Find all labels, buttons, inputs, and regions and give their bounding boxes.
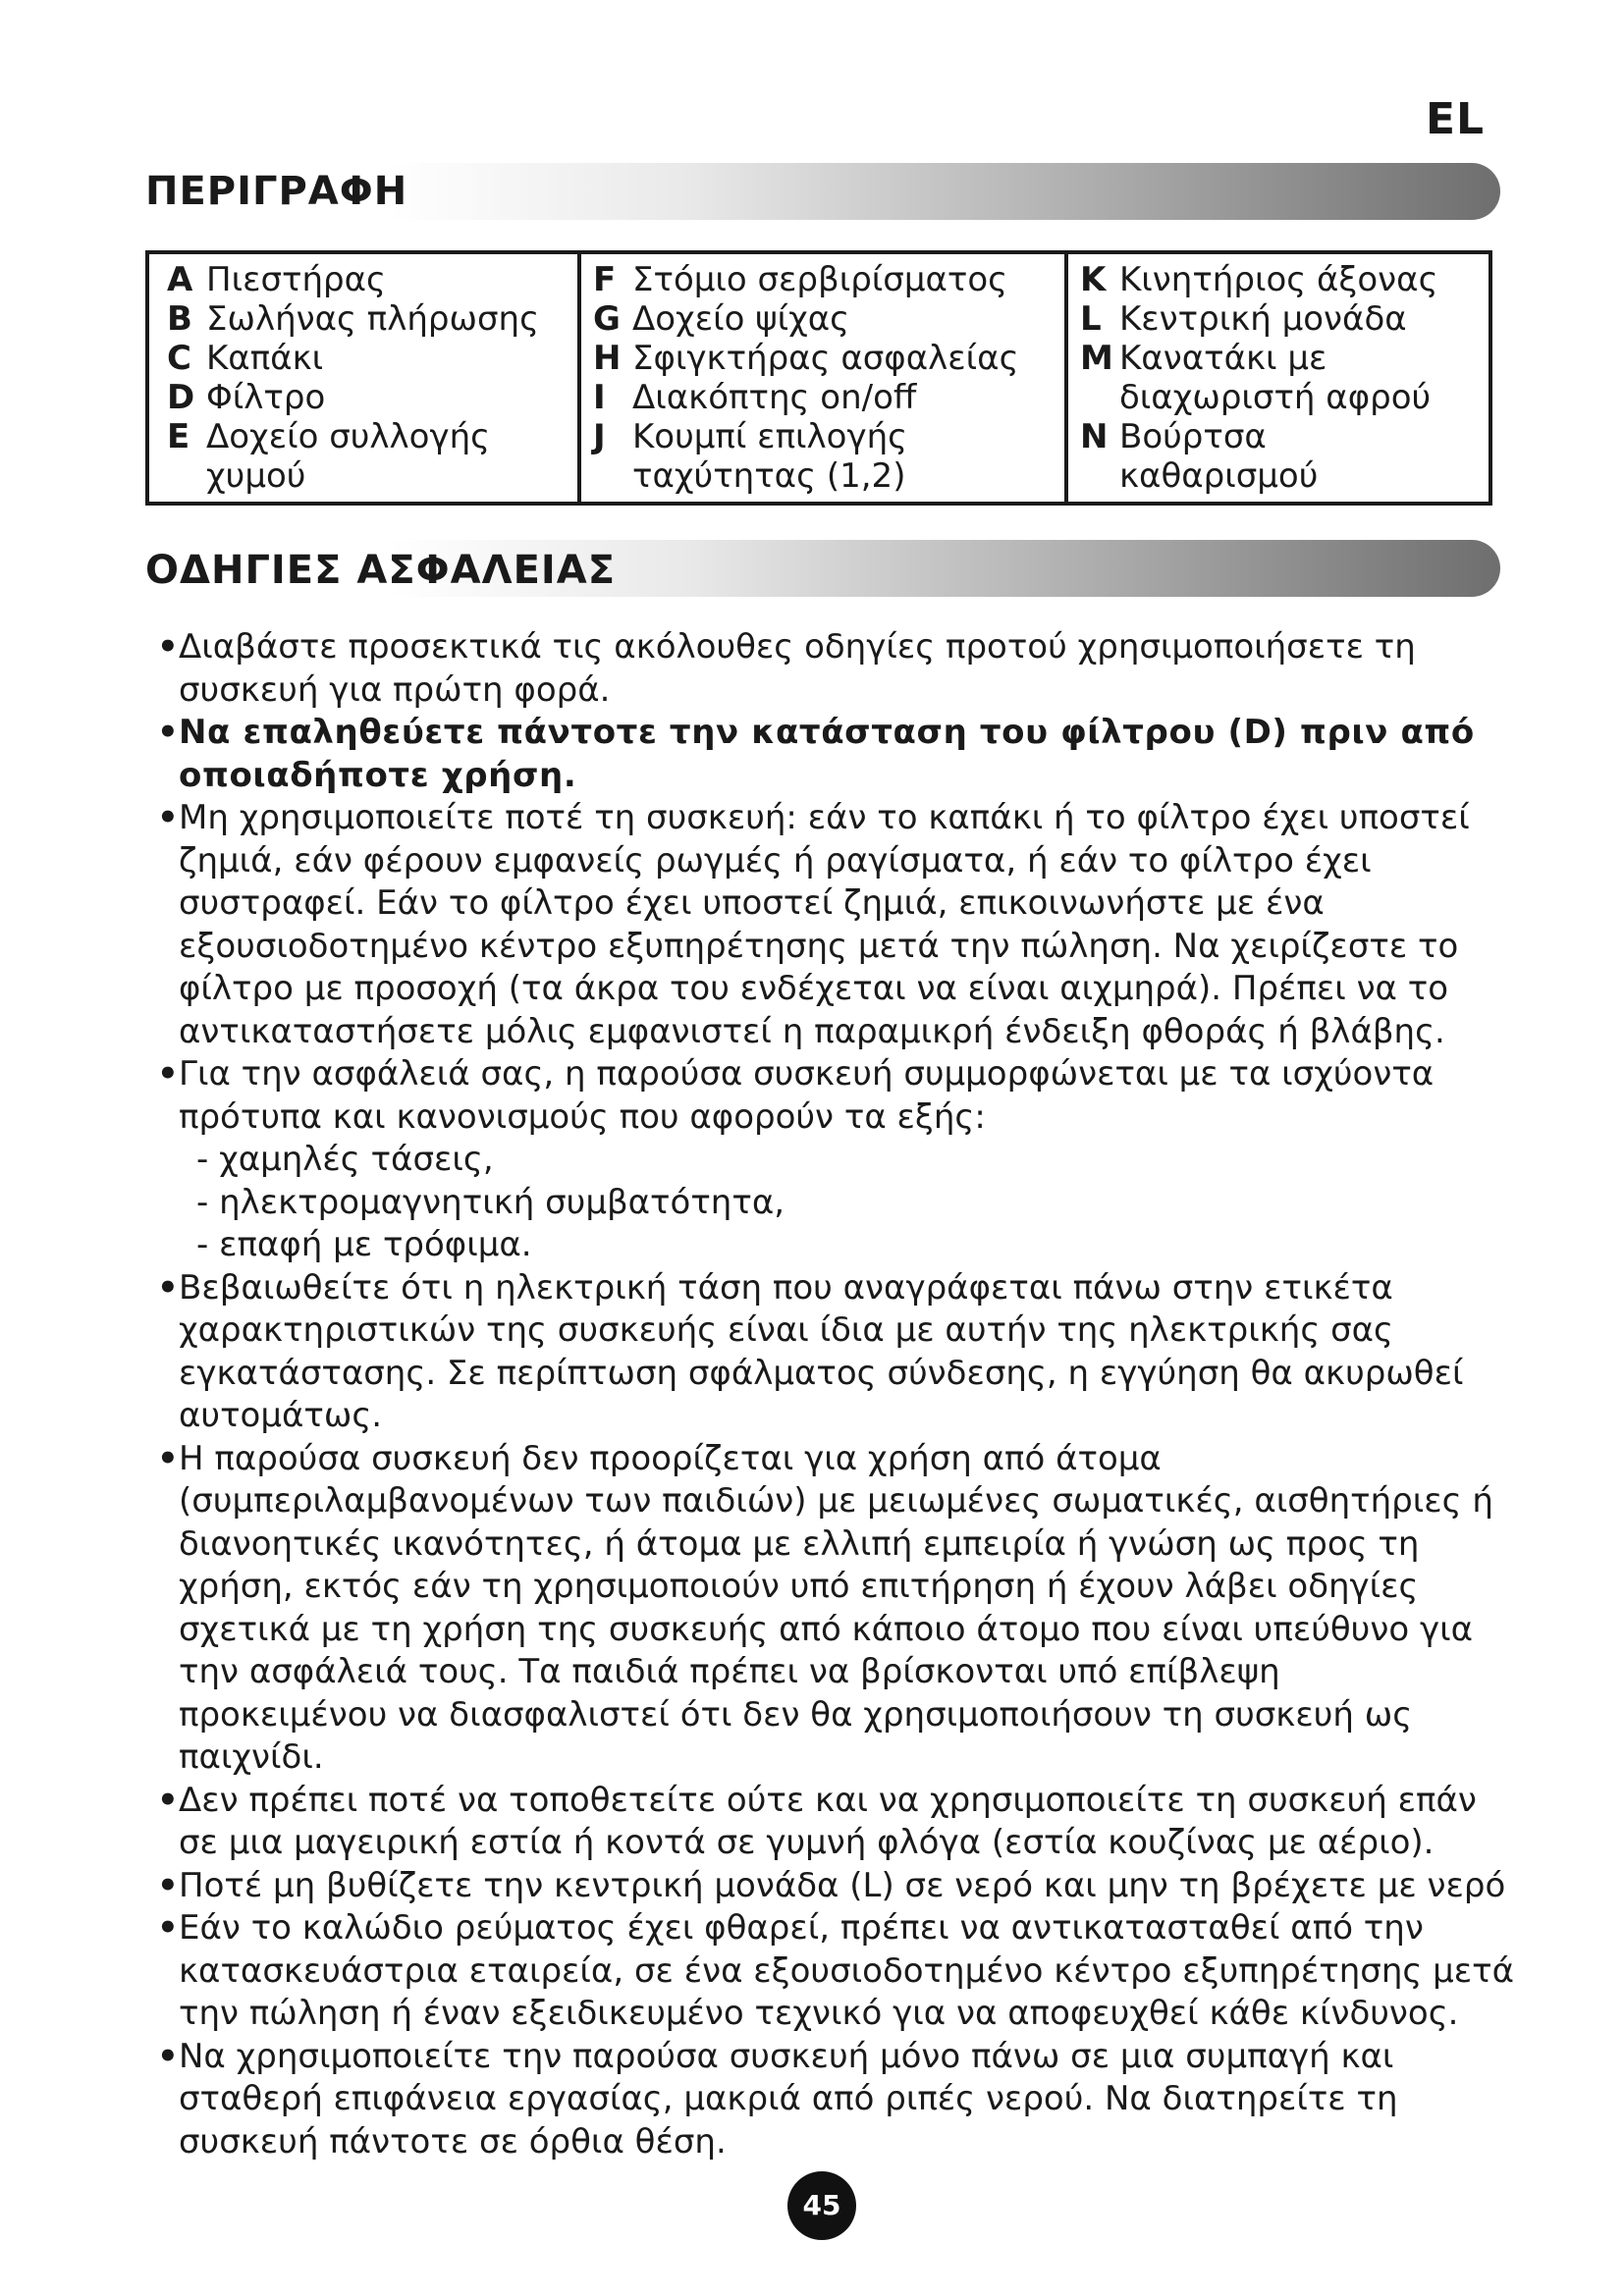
list-item bbox=[157, 712, 1591, 797]
part-item bbox=[1080, 417, 1489, 496]
list-item bbox=[157, 1438, 1591, 1780]
bullet-icon: • bbox=[157, 1865, 179, 1905]
part-item bbox=[1080, 299, 1489, 339]
part-letter: B bbox=[167, 299, 192, 339]
part-letter: D bbox=[167, 378, 195, 417]
list-item-text: Για την ασφάλειά σας, η παρούσα συσκευή συμμορφώνεται με τα ισχύοντα πρότυπα και κανονισμούς που αφορούν τα εξής: bbox=[179, 1054, 1435, 1137]
list-item-text: Να χρησιμοποιείτε την παρούσα συσκευή μόνο πάνω σε μια συμπαγή και σταθερή επιφάνεια εργασίας, μακριά από ριπές νερού. Να διατηρείτε τη συσκευή πάντοτε σε όρθια θέση. bbox=[179, 2036, 1398, 2162]
part-item bbox=[1080, 339, 1489, 417]
list-item-text: Μη χρησιμοποιείτε ποτέ τη συσκευή: εάν το καπάκι ή το φίλτρο έχει υποστεί ζημιά, εάν φέρουν εμφανείς ρωγμές ή ραγίσματα, ή εάν το φίλτρο έχει συστραφεί. Εάν το φίλτρο έχει υποστεί ζημιά, επικοινωνήστε με ένα εξουσιοδοτημένο κέντρο εξυπηρέτησης μετά την πώληση. Να χειρίζεστε το φίλτρο με προσοχή (τα άκρα του ενδέχεται να είναι αιχμηρά). Πρέπει να το αντικαταστήσετε μόλις εμφανιστεί η παραμικρή ένδειξη φθοράς ή βλάβης. bbox=[179, 798, 1470, 1051]
part-name: Διακόπτης on/off bbox=[632, 378, 917, 417]
part-letter: J bbox=[593, 417, 606, 456]
list-item bbox=[157, 2036, 1591, 2164]
sub-list-item: - χαμηλές τάσεις, bbox=[196, 1140, 494, 1179]
part-name: Κανατάκι με διαχωριστή αφρού bbox=[1119, 339, 1432, 417]
bullet-icon: • bbox=[157, 2036, 179, 2076]
part-item bbox=[593, 417, 1064, 496]
list-item bbox=[157, 1907, 1591, 2036]
list-item-text: Η παρούσα συσκευή δεν προορίζεται για χρήση από άτομα (συμπεριλαμβανομένων των παιδιών) με μειωμένες σωματικές, αισθητήριες ή διανοητικές ικανότητες, ή άτομα με ελλιπή εμπειρία ή γνώση ως προς τη χρήση, εκτός εάν τη χρησιμοποιούν υπό επιτήρηση ή έχουν λάβει οδηγίες σχετικά με τη χρήση της συσκευής από κάποιο άτομο που είναι υπεύθυνο για την ασφάλειά τους. Τα παιδιά πρέπει να βρίσκονται υπό επίβλεψη προκειμένου να διασφαλιστεί ότι δεν θα χρησιμοποιήσουν τη συσκευή ως παιχνίδι. bbox=[179, 1438, 1493, 1777]
sub-list-item: - επαφή με τρόφιμα. bbox=[196, 1225, 532, 1264]
part-item bbox=[593, 260, 1064, 299]
part-item bbox=[167, 260, 577, 299]
list-item bbox=[157, 1267, 1591, 1438]
safety-instructions-list bbox=[157, 626, 1591, 2163]
parts-table bbox=[145, 250, 1492, 506]
part-letter: L bbox=[1080, 299, 1102, 339]
part-name: Καπάκι bbox=[206, 339, 324, 378]
section-title-description: ΠΕΡΙΓΡΑΦΗ bbox=[145, 169, 408, 214]
part-name: Πιεστήρας bbox=[206, 260, 386, 299]
list-item-text: Ποτέ μη βυθίζετε την κεντρική μονάδα (L) σε νερό και μην τη βρέχετε με νερό bbox=[179, 1865, 1506, 1905]
part-letter: E bbox=[167, 417, 190, 456]
part-letter: G bbox=[593, 299, 621, 339]
part-name: Κεντρική μονάδα bbox=[1119, 299, 1407, 339]
page-number: 45 bbox=[787, 2171, 856, 2240]
part-letter: F bbox=[593, 260, 617, 299]
part-item bbox=[1080, 260, 1489, 299]
bullet-icon: • bbox=[157, 1054, 179, 1094]
list-item-text: Εάν το καλώδιο ρεύματος έχει φθαρεί, πρέπει να αντικατασταθεί από την κατασκευάστρια εταιρεία, σε ένα εξουσιοδοτημένο κέντρο εξυπηρέτησης μετά την πώληση ή έναν εξειδικευμένο τεχνικό για να αποφευχθεί κάθε κίνδυνος. bbox=[179, 1908, 1515, 2033]
part-item bbox=[167, 417, 577, 496]
list-item-text: Δεν πρέπει ποτέ να τοποθετείτε ούτε και να χρησιμοποιείτε τη συσκευή επάν σε μια μαγειρική εστία ή κοντά σε γυμνή φλόγα (εστία κουζίνας με αέριο). bbox=[179, 1780, 1477, 1862]
part-name: Στόμιο σερβιρίσματος bbox=[632, 260, 1008, 299]
part-item bbox=[593, 299, 1064, 339]
part-name: Φίλτρο bbox=[206, 378, 326, 417]
parts-column-2 bbox=[577, 254, 1064, 502]
list-item-text: Βεβαιωθείτε ότι η ηλεκτρική τάση που αναγράφεται πάνω στην ετικέτα χαρακτηριστικών της συσκευής είναι ίδια με αυτήν της ηλεκτρικής σας εγκατάστασης. Σε περίπτωση σφάλματος σύνδεσης, η εγγύηση θα ακυρωθεί αυτομάτως. bbox=[179, 1267, 1464, 1435]
part-item bbox=[593, 378, 1064, 417]
bullet-icon: • bbox=[157, 1780, 179, 1820]
part-item bbox=[167, 299, 577, 339]
bullet-icon: • bbox=[157, 713, 179, 752]
list-item-text: Να επαληθεύετε πάντοτε την κατάσταση του φίλτρου (D) πριν από οποιαδήποτε χρήση. bbox=[179, 713, 1475, 795]
part-letter: H bbox=[593, 339, 622, 378]
part-letter: M bbox=[1080, 339, 1113, 378]
part-name: Σφιγκτήρας ασφαλείας bbox=[632, 339, 1019, 378]
list-item bbox=[157, 1865, 1591, 1908]
part-name: Σωλήνας πλήρωσης bbox=[206, 299, 540, 339]
parts-column-3 bbox=[1064, 254, 1489, 502]
part-item bbox=[167, 378, 577, 417]
part-letter: A bbox=[167, 260, 193, 299]
bullet-icon: • bbox=[157, 1908, 179, 1948]
list-item bbox=[157, 1053, 1591, 1139]
list-item bbox=[157, 626, 1591, 712]
bullet-icon: • bbox=[157, 798, 179, 837]
part-letter: N bbox=[1080, 417, 1109, 456]
part-item bbox=[593, 339, 1064, 378]
list-item-text: Διαβάστε προσεκτικά τις ακόλουθες οδηγίες προτού χρησιμοποιήσετε τη συσκευή για πρώτη φορά. bbox=[179, 627, 1416, 710]
bullet-icon: • bbox=[157, 627, 179, 667]
section-title-safety: ΟΔΗΓΙΕΣ ΑΣΦΑΛΕΙΑΣ bbox=[145, 548, 617, 593]
list-item bbox=[157, 1780, 1591, 1865]
bullet-icon: • bbox=[157, 1267, 179, 1308]
list-item bbox=[157, 797, 1591, 1053]
part-name: Βούρτσα καθαρισμού bbox=[1119, 417, 1319, 496]
part-name: Κουμπί επιλογής ταχύτητας (1,2) bbox=[632, 417, 908, 496]
sub-list-item: - ηλεκτρομαγνητική συμβατότητα, bbox=[196, 1182, 785, 1222]
part-name: Κινητήριος άξονας bbox=[1119, 260, 1438, 299]
part-letter: C bbox=[167, 339, 191, 378]
parts-column-1 bbox=[149, 254, 577, 502]
bullet-icon: • bbox=[157, 1438, 179, 1478]
part-name: Δοχείο ψίχας bbox=[632, 299, 850, 339]
part-name: Δοχείο συλλογής χυμού bbox=[206, 417, 491, 496]
part-item bbox=[167, 339, 577, 378]
part-letter: K bbox=[1080, 260, 1107, 299]
part-letter: I bbox=[593, 378, 606, 417]
language-tag: EL bbox=[1426, 94, 1486, 144]
